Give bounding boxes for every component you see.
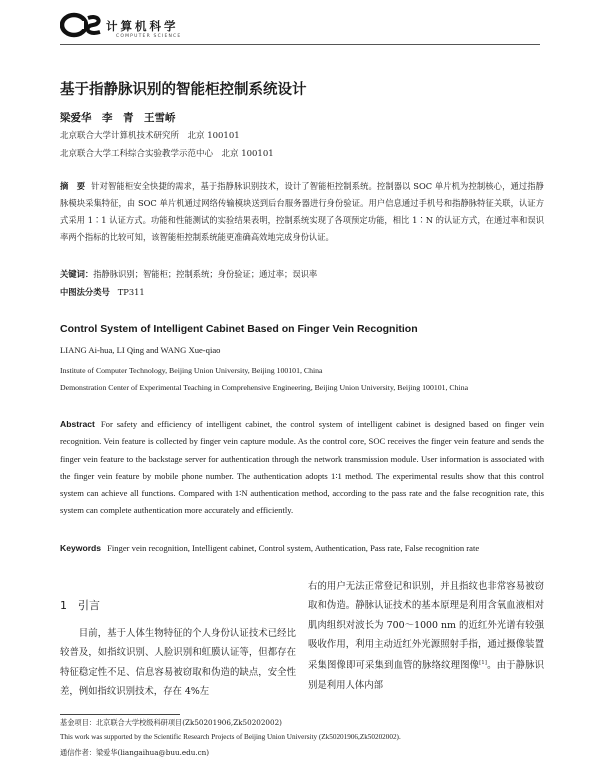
keywords-en-label: Keywords — [60, 543, 102, 553]
body-text-right-column — [308, 577, 544, 695]
footnote-corresponding-author: 通信作者：梁爱华(liangaihua@buu.edu.cn) — [60, 748, 210, 757]
clc-value: TP311 — [117, 287, 145, 297]
footnote-divider — [60, 714, 180, 715]
journal-name: 计算机科学 — [106, 19, 179, 33]
author-list-en: LIANG Ai-hua, LI Qing and WANG Xue-qiao — [60, 345, 221, 355]
affiliation-en-1: Institute of Computer Technology, Beijing Union University, Beijing 100101, China — [60, 366, 323, 375]
journal-name-en: COMPUTER SCIENCE — [116, 34, 182, 39]
abstract-en — [60, 416, 544, 520]
abstract-en-text: For safety and efficiency of intelligent cabinet, the control system of intelligent cabinet is designed based on finger vein recognition. Vein feature is collected by finger vein capture module. As the control core, SOC receives the finger vein feature and sends the finger vein feature to the backstage server for authentication through the network transmission module. User information is associated with the finger vein feature by mobile phone number. The authentication adopts 1∶1 method. The experimental results show that this control system can achieve all functions. Compared with 1∶N authentication method, according to the pass rate and the false recognition rate, this system can complete authentication more accurately and efficiently. — [60, 419, 544, 516]
paper-title: 基于指静脉识别的智能柜控制系统设计 — [60, 82, 307, 98]
abstract-en-label: Abstract — [60, 419, 95, 429]
keywords-cn — [60, 268, 317, 280]
reference-mark: [1] — [479, 660, 487, 667]
affiliation-en-2: Demonstration Center of Experimental Teaching in Comprehensive Engineering, Beijing Union University, Beijing 100101, China — [60, 383, 469, 392]
keywords-en — [60, 540, 544, 557]
body-text-right-part-2: 。由于静脉识别是利用人体内部 — [308, 660, 544, 691]
abstract-cn-text: 针对智能柜安全快捷的需求，基于指静脉识别技术，设计了智能柜控制系统。控制器以 SOC 单片机为控制核心，通过指静脉模块采集特征，由 SOC 单片机通过网络传输模块送到后台服务器进行身份验证。用户信息通过手机号和指静脉特征关联，认证方式采用 1∶1 认证方式。功能和性能测试的实验结果表明，控制系统实现了各项预定功能，相比 1∶N 的认证方式，在通过率和误识率两个指标的比较可知，该智能柜控制系统能更准确高效地完成身份认证。 — [60, 181, 544, 242]
author-list: 梁爱华 李 青 王雪峤 — [60, 112, 176, 124]
affiliation-1: 北京联合大学计算机技术研究所 北京 100101 — [60, 131, 240, 141]
header-divider — [60, 44, 540, 45]
clc-number — [60, 286, 145, 298]
affiliation-2: 北京联合大学工科综合实验教学示范中心 北京 100101 — [60, 149, 274, 159]
abstract-cn — [60, 178, 544, 246]
journal-logo-icon — [60, 12, 104, 38]
body-text-left-column: 目前，基于人体生物特征的个人身份认证技术已经比较普及，如指纹识别、人脸识别和虹膜认证等，但都存在特征稳定性不足、信息容易被窃取和伪造的缺点，安全性差，例如指纹识别技术，存在 4%左 — [60, 628, 296, 697]
footnote-funding-cn: 基金项目：北京联合大学校级科研项目(Zk50201906,Zk50202002) — [60, 718, 282, 727]
clc-label: 中图法分类号 — [60, 287, 110, 297]
keywords-en-text: Finger vein recognition, Intelligent cabinet, Control system, Authentication, Pass rate, False recognition rate — [107, 543, 480, 553]
keywords-cn-text: 指静脉识别；智能柜；控制系统；身份验证；通过率；误识率 — [93, 269, 318, 279]
abstract-cn-label: 摘 要 — [60, 181, 86, 191]
keywords-cn-label: 关键词： — [60, 269, 94, 279]
footnote-funding-en: This work was supported by the Scientific Research Projects of Beijing Union University (Zk50201906,Zk50202002). — [60, 733, 401, 741]
body-text-right-part-1: 右的用户无法正常登记和识别，并且指纹也非常容易被窃取和伪造。静脉认证技术的基本原理是利用含氧血液相对肌肉组织对波长为 700～1000 nm 的近红外光谱有较强吸收作用，利用主动近红外光源照射手指，通过摄像装置采集图像即可采集到血管的脉络纹理图像 — [308, 581, 544, 672]
paper-title-en: Control System of Intelligent Cabinet Based on Finger Vein Recognition — [60, 323, 418, 335]
section-heading-introduction: 1 引言 — [60, 599, 100, 612]
